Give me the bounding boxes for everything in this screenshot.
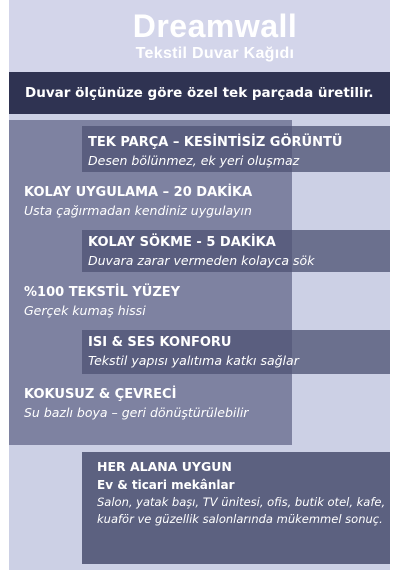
feature-desc: Desen bölünmez, ek yeri oluşmaz [88, 153, 300, 168]
feature-desc: Gerçek kumaş hissi [24, 303, 146, 318]
feature-title: ISI & SES KONFORU [88, 335, 232, 350]
brand-logo: Dreamwall [132, 8, 298, 44]
brand-header [100, 8, 330, 64]
feature-item [24, 386, 248, 422]
feature-desc: Tekstil yapısı yalıtıma katkı sağlar [88, 353, 299, 368]
bottom-content [97, 458, 387, 528]
bottom-subtitle: Ev & ticari mekânlar [97, 478, 235, 492]
feature-title: TEK PARÇA – KESİNTİSİZ GÖRÜNTÜ [88, 135, 343, 150]
feature-title: KOKUSUZ & ÇEVRECİ [24, 387, 177, 402]
bottom-title: HER ALANA UYGUN [97, 459, 232, 474]
feature-item [24, 184, 252, 220]
brand-tagline: Tekstil Duvar Kağıdı [135, 45, 295, 62]
feature-desc: Su bazlı boya – geri dönüştürülebilir [24, 405, 249, 420]
feature-item [88, 234, 314, 270]
top-banner [9, 72, 390, 114]
banner-text: Duvar ölçünüze göre özel tek parçada üretilir. [25, 85, 374, 101]
feature-item [24, 284, 180, 320]
feature-desc: Duvara zarar vermeden kolayca sök [88, 253, 315, 268]
bottom-desc: Salon, yatak başı, TV ünitesi, ofis, butik otel, kafe, kuaför ve güzellik salonlarında mükemmel sonuç. [97, 495, 386, 526]
feature-item [88, 134, 342, 170]
feature-item [88, 334, 299, 370]
feature-desc: Usta çağırmadan kendiniz uygulayın [24, 203, 252, 218]
feature-title: KOLAY UYGULAMA – 20 DAKİKA [24, 185, 253, 200]
feature-title: %100 TEKSTİL YÜZEY [24, 285, 181, 300]
feature-title: KOLAY SÖKME - 5 DAKİKA [88, 235, 276, 250]
